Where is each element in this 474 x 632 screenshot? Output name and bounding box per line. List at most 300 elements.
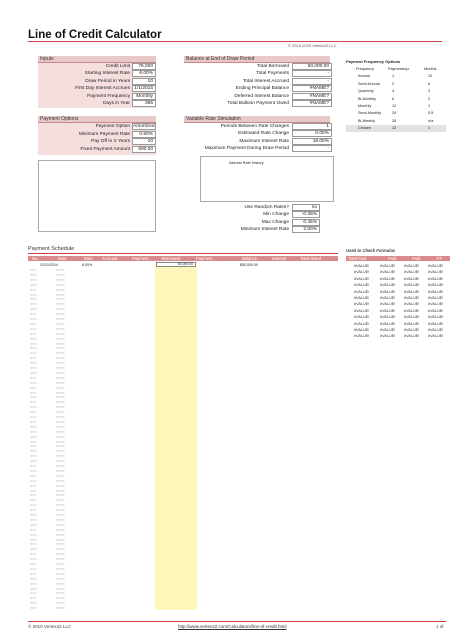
check-row (354, 277, 454, 283)
variable-rate-label: Estimated Rate Change (238, 131, 289, 137)
balance-value[interactable]: #NAME? (292, 100, 332, 107)
check-cell: #VALUE! (354, 289, 370, 294)
check-row (354, 296, 454, 302)
row-no: ■■■ (30, 302, 37, 307)
row-date: ■■■■ (56, 415, 65, 419)
row-no: ■■■ (30, 478, 37, 483)
row-no: ■■■ (30, 517, 37, 522)
freq-cell: 2 (392, 81, 395, 86)
row-date: ■■■■ (56, 287, 65, 292)
row-no: ■■■ (30, 527, 37, 532)
freq-table-title: Payment Frequency Options (346, 59, 401, 64)
check-cell: #VALUE! (428, 315, 444, 320)
freq-cell: 12 (392, 104, 397, 108)
input-value[interactable]: 6.00% (132, 70, 156, 77)
row-date: ■■■■ (56, 331, 65, 336)
payment-option-label: Pay Off in X Years (91, 139, 130, 145)
row-no: ■■■ (30, 586, 37, 591)
row-date: ■■■■ (56, 282, 65, 287)
row-no: ■■■ (30, 547, 37, 552)
row-date: ■■■■ (56, 326, 65, 331)
variable-rate-value[interactable]: 18.00% (292, 138, 332, 145)
row-date: ■■■■ (56, 302, 65, 307)
check-cell: #VALUE! (380, 321, 396, 326)
input-value[interactable]: 1/1/2015 (132, 85, 156, 92)
freq-cell: 24 (392, 111, 397, 116)
row-date: ■■■■ (56, 498, 65, 503)
balance-value[interactable]: #NAME? (292, 85, 332, 92)
row-no: ■■■ (30, 459, 37, 464)
row-no: ■■■ (30, 400, 37, 405)
schedule-col-header: Rate (84, 256, 93, 261)
row-no: ■■■ (30, 268, 37, 272)
freq-cell: Bi-Monthly (358, 96, 376, 101)
freq-cell: Bi-Weekly (358, 118, 376, 123)
freq-cell: Annual (358, 74, 370, 79)
row-no: ■■■ (30, 312, 37, 317)
random-value[interactable]: -0.35% (292, 211, 320, 218)
check-cell: #VALUE! (380, 276, 396, 281)
row-date: ■■■■ (56, 537, 65, 542)
row-no: ■■■ (30, 571, 37, 576)
row-no: ■■■ (30, 346, 37, 351)
row-no: ■■■ (30, 297, 37, 302)
random-value[interactable]: no (292, 204, 320, 211)
check-cell: #VALUE! (404, 302, 420, 307)
check-cell: #VALUE! (380, 334, 396, 339)
row-date: ■■■■ (56, 591, 65, 596)
row-date: ■■■■ (56, 532, 65, 537)
row-date: ■■■■ (56, 542, 65, 547)
check-cell: #VALUE! (404, 276, 420, 281)
check-cell: #VALUE! (380, 308, 396, 313)
freq-cell: 6 (392, 96, 395, 101)
check-cell: #VALUE! (380, 264, 396, 268)
row-no: ■■■ (30, 542, 37, 547)
row-date: ■■■■ (56, 366, 65, 370)
row-date: ■■■■ (56, 552, 65, 557)
payment-options-header: Payment Options (38, 116, 156, 123)
row-no: ■■■ (30, 513, 37, 517)
payment-option-value[interactable]: 600.00 (132, 146, 156, 153)
row-date: ■■■■ (56, 356, 65, 361)
check-cell: #VALUE! (354, 264, 370, 268)
rate-history-chart (200, 156, 334, 202)
check-cell: #VALUE! (428, 270, 444, 275)
row-date: ■■■■ (56, 297, 65, 302)
row-date: ■■■■ (56, 566, 65, 571)
row-no: ■■■ (30, 562, 37, 566)
freq-header-cell: Payments/yr (388, 67, 410, 71)
check-cell: #VALUE! (380, 289, 396, 294)
row-date: ■■■■ (56, 434, 65, 439)
freq-cell: 1 (428, 126, 431, 131)
row-date: ■■■■ (56, 522, 65, 527)
rate-history-title: Interest Rate History (229, 161, 264, 165)
balance-label: Total Interest Accrued (242, 78, 289, 84)
row-no: ■■■ (30, 566, 37, 571)
freq-row (346, 118, 446, 125)
row-date: ■■■■ (56, 517, 65, 522)
first-row-balance: $50,000.00 (240, 263, 258, 267)
variable-rate-header: Variable Rate Simulation (184, 116, 330, 123)
check-cell: #VALUE! (354, 334, 370, 339)
row-date: ■■■■ (56, 292, 65, 297)
first-row-borrowed[interactable]: 50,000.00 (156, 262, 196, 267)
balance-header: Balance at End of Draw Period (184, 56, 330, 63)
row-date: ■■■■ (56, 444, 65, 449)
balance-value[interactable]: 50,000.00 (292, 63, 332, 70)
row-no: ■■■ (30, 356, 37, 361)
check-cell: #VALUE! (428, 302, 444, 307)
footer-link[interactable]: http://www.vertex42.com/Calculators/line-of-credit.html (178, 624, 287, 629)
row-no: ■■■ (30, 341, 37, 346)
row-no: ■■■ (30, 591, 37, 596)
check-cell: #VALUE! (404, 289, 420, 294)
freq-cell: 3 (428, 89, 431, 94)
check-cell: #VALUE! (354, 302, 370, 307)
check-row (354, 315, 454, 321)
row-no: ■■■ (30, 307, 37, 312)
row-date: ■■■■ (56, 513, 65, 517)
check-cell: #VALUE! (404, 264, 420, 268)
page-title: Line of Credit Calculator (28, 29, 162, 41)
row-no: ■■■ (30, 493, 37, 498)
row-date: ■■■■ (56, 380, 65, 385)
row-no: ■■■ (30, 385, 37, 390)
freq-header-cell: Months (424, 67, 437, 71)
row-no: ■■■ (30, 424, 37, 429)
first-row-rate: 6.00% (82, 263, 93, 267)
check-col-header: T/F (436, 256, 443, 261)
check-row (354, 328, 454, 334)
freq-cell: 0.5 (428, 111, 434, 116)
row-no: ■■■ (30, 415, 37, 419)
row-no: ■■■ (30, 503, 37, 508)
check-row (354, 290, 454, 296)
freq-cell: 1 (428, 104, 431, 108)
checks-title: Used to Check Formulas (346, 248, 396, 253)
input-label: Starting Interest Rate (84, 71, 130, 77)
row-no: ■■■ (30, 601, 37, 606)
schedule-col-header: No. (32, 256, 39, 261)
row-date: ■■■■ (56, 272, 65, 277)
freq-cell: 1 (392, 74, 395, 79)
row-date: ■■■■ (56, 419, 65, 424)
check-cell: #VALUE! (404, 315, 420, 320)
input-label: Days in Year (103, 101, 130, 106)
row-no: ■■■ (30, 429, 37, 434)
row-date: ■■■■ (56, 576, 65, 581)
freq-cell: Semi-Annual (358, 81, 380, 86)
check-cell: #VALUE! (380, 328, 396, 332)
random-value[interactable]: 0.45% (292, 219, 320, 226)
check-cell: #VALUE! (380, 283, 396, 288)
check-cell: #VALUE! (428, 321, 444, 326)
random-label: Use Random Rates? (244, 205, 289, 210)
row-no: ■■■ (30, 557, 37, 562)
row-no: ■■■ (30, 361, 37, 366)
schedule-col-header: Borrowed (162, 256, 180, 261)
check-cell: #VALUE! (404, 321, 420, 326)
check-cell: #VALUE! (354, 283, 370, 288)
freq-row (346, 81, 446, 88)
schedule-header (28, 256, 338, 261)
check-cell: #VALUE! (428, 264, 444, 268)
row-date: ■■■■ (56, 508, 65, 513)
check-cell: #VALUE! (428, 308, 444, 313)
row-no: ■■■ (30, 375, 37, 380)
row-date: ■■■■ (56, 395, 65, 400)
freq-cell: Semi-Monthly (358, 111, 382, 116)
variable-rate-value[interactable]: 1 (292, 123, 332, 130)
inputs-header: Inputs (38, 56, 156, 63)
row-no: ■■■ (30, 395, 37, 400)
row-no: ■■■ (30, 596, 37, 601)
balance-value[interactable]: - (292, 78, 332, 85)
row-date: ■■■■ (56, 336, 65, 341)
row-date: ■■■■ (56, 483, 65, 488)
payment-option-value[interactable]: Amortized (133, 124, 155, 129)
row-no: ■■■ (30, 488, 37, 493)
row-date: ■■■■ (56, 562, 65, 566)
row-no: ■■■ (30, 454, 37, 459)
row-no: ■■■ (30, 287, 37, 292)
check-cell: #VALUE! (404, 328, 420, 332)
row-date: ■■■■ (56, 488, 65, 493)
row-date: ■■■■ (56, 370, 65, 375)
check-cell: #VALUE! (428, 334, 444, 339)
row-no: ■■■ (30, 498, 37, 503)
schedule-col-header: Payment (132, 256, 149, 261)
check-cell: #VALUE! (354, 308, 370, 313)
random-label: Min Change (263, 212, 289, 218)
table-row (28, 606, 154, 611)
row-date: ■■■■ (56, 571, 65, 576)
row-date: ■■■■ (56, 606, 65, 611)
borrowed-input-column[interactable] (155, 262, 197, 610)
freq-cell: Quarterly (358, 89, 374, 94)
freq-row (346, 103, 446, 110)
check-cell: #VALUE! (428, 289, 444, 294)
random-label: Max Change (261, 219, 289, 225)
schedule-col-header: Interest (272, 256, 286, 261)
row-date: ■■■■ (56, 527, 65, 532)
check-row (354, 334, 454, 340)
row-date: ■■■■ (56, 473, 65, 478)
freq-row (346, 88, 446, 95)
random-label: Minimum Interest Rate (240, 227, 289, 233)
row-no: ■■■ (30, 439, 37, 444)
schedule-title: Payment Schedule (28, 246, 75, 252)
input-value[interactable]: Monthly (132, 93, 156, 100)
check-cell: #VALUE! (354, 321, 370, 326)
row-no: ■■■ (30, 576, 37, 581)
payment-option-label: Minimum Payment Rate (78, 131, 130, 137)
freq-cell: Monthly (358, 104, 372, 108)
payment-option-label: Fixed Payment Amount (80, 146, 130, 152)
freq-row (346, 73, 446, 80)
payment-option-value[interactable]: 10 (132, 138, 156, 145)
variable-rate-label: Maximum Payment During Draw Period (204, 146, 289, 152)
row-date: ■■■■ (56, 464, 65, 468)
input-label: Draw Period in Years (85, 78, 130, 84)
row-date: ■■■■ (56, 361, 65, 366)
row-no: ■■■ (30, 370, 37, 375)
check-cell: #VALUE! (428, 328, 444, 332)
check-row (354, 302, 454, 308)
check-row (354, 309, 454, 315)
balance-label: Deferred Interest Balance (234, 93, 289, 99)
variable-rate-value[interactable]: 0.00% (292, 130, 332, 137)
row-no: ■■■ (30, 321, 37, 326)
row-no: ■■■ (30, 464, 37, 468)
row-date: ■■■■ (56, 581, 65, 586)
row-no: ■■■ (30, 483, 37, 488)
row-date: ■■■■ (56, 390, 65, 395)
row-date: ■■■■ (56, 351, 65, 356)
row-date: ■■■■ (56, 557, 65, 562)
freq-cell: 2 (428, 96, 431, 101)
row-date: ■■■■ (56, 439, 65, 444)
schedule-col-header: Balance (242, 256, 258, 261)
row-no: ■■■ (30, 581, 37, 586)
row-date: ■■■■ (56, 307, 65, 312)
row-date: ■■■■ (56, 468, 65, 473)
balance-label: Total Payments (256, 71, 289, 77)
row-no: ■■■ (30, 419, 37, 424)
balance-label: Total Borrowed (257, 64, 289, 69)
check-cell: #VALUE! (380, 296, 396, 300)
check-cell: #VALUE! (404, 296, 420, 300)
row-date: ■■■■ (56, 449, 65, 454)
freq-row (346, 125, 446, 132)
row-date: ■■■■ (56, 454, 65, 459)
check-cell: #VALUE! (380, 315, 396, 320)
freq-header-cell: Frequency (356, 67, 374, 71)
input-label: Payment Frequency (87, 93, 130, 99)
schedule-col-header: Payment (196, 256, 213, 261)
row-no: ■■■ (30, 468, 37, 473)
input-label: Credit Limit (105, 64, 130, 69)
check-cell: #VALUE! (354, 296, 370, 300)
check-cell: #VALUE! (354, 315, 370, 320)
check-cell: #VALUE! (404, 308, 420, 313)
input-value[interactable]: 365 (132, 100, 156, 107)
row-date: ■■■■ (56, 405, 65, 410)
row-date: ■■■■ (56, 400, 65, 405)
row-no: ■■■ (30, 434, 37, 439)
check-cell: #VALUE! (404, 270, 420, 275)
row-no: ■■■ (30, 405, 37, 410)
row-date: ■■■■ (56, 596, 65, 601)
row-date: ■■■■ (56, 493, 65, 498)
row-date: ■■■■ (56, 268, 65, 272)
row-no: ■■■ (30, 282, 37, 287)
row-date: ■■■■ (56, 424, 65, 429)
check-cell: #VALUE! (354, 276, 370, 281)
balance-label: Total Balloon Payment Owed (227, 101, 289, 106)
variable-rate-label: Periods Between Rate Changes (220, 124, 289, 129)
row-date: ■■■■ (56, 277, 65, 282)
freq-cell: 12 (392, 126, 397, 131)
row-date: ■■■■ (56, 346, 65, 351)
check-cell: #VALUE! (428, 283, 444, 288)
row-date: ■■■■ (56, 503, 65, 508)
row-date: ■■■■ (56, 341, 65, 346)
input-label: First Day Interest Accrues (75, 86, 130, 92)
row-no: ■■■ (30, 351, 37, 356)
freq-cell: 6 (428, 81, 431, 86)
check-cell: #VALUE! (404, 334, 420, 339)
input-value[interactable]: 10 (132, 78, 156, 85)
check-col-header: Paid (412, 256, 421, 261)
row-no: ■■■ (30, 473, 37, 478)
row-no: ■■■ (30, 444, 37, 449)
balance-label: Ending Principal Balance (235, 86, 289, 92)
check-cell: #VALUE! (354, 328, 370, 332)
row-date: ■■■■ (56, 429, 65, 434)
check-cell: #VALUE! (380, 270, 396, 275)
row-no: ■■■ (30, 277, 37, 282)
freq-cell: n/a (428, 118, 434, 123)
check-row (354, 264, 454, 270)
row-no: ■■■ (30, 272, 37, 277)
check-cell: #VALUE! (404, 283, 420, 288)
freq-cell: 26 (392, 118, 397, 123)
footer-left: © 2010 Vertex42 LLC (28, 624, 72, 629)
balance-value[interactable]: - (292, 70, 332, 77)
check-row (354, 270, 454, 276)
row-date: ■■■■ (56, 410, 65, 415)
footer-rule (28, 621, 446, 622)
title-rule (28, 41, 442, 42)
row-no: ■■■ (30, 331, 37, 336)
variable-rate-label: Maximum Interest Rate (239, 138, 289, 144)
balance-value[interactable]: #NAME? (292, 93, 332, 100)
row-no: ■■■ (30, 606, 37, 611)
row-date: ■■■■ (56, 321, 65, 326)
row-no: ■■■ (30, 532, 37, 537)
row-no: ■■■ (30, 390, 37, 395)
check-col-header: Total Paid (348, 256, 367, 261)
schedule-rule (28, 253, 338, 254)
random-value[interactable]: 2.00% (292, 226, 320, 233)
check-col-header: Paid (388, 256, 397, 261)
check-cell: #VALUE! (380, 302, 396, 307)
schedule-col-header: Accrued (102, 256, 118, 261)
row-date: ■■■■ (56, 317, 65, 321)
row-no: ■■■ (30, 292, 37, 297)
variable-rate-value[interactable]: - (292, 145, 332, 152)
payment-option-value[interactable]: 0.50% (132, 131, 156, 138)
freq-header-row (346, 66, 446, 73)
check-row (354, 322, 454, 328)
freq-cell: 4 (392, 89, 395, 94)
freq-cell: Chosen (358, 126, 372, 131)
check-row (354, 283, 454, 289)
row-no: ■■■ (30, 366, 37, 370)
row-date: ■■■■ (56, 459, 65, 464)
row-no: ■■■ (30, 508, 37, 513)
freq-row (346, 96, 446, 103)
row-no: ■■■ (30, 380, 37, 385)
row-no: ■■■ (30, 336, 37, 341)
input-value[interactable]: 75,000 (132, 63, 156, 70)
row-no: ■■■ (30, 449, 37, 454)
check-cell: #VALUE! (428, 296, 444, 300)
check-cell: #VALUE! (354, 270, 370, 275)
